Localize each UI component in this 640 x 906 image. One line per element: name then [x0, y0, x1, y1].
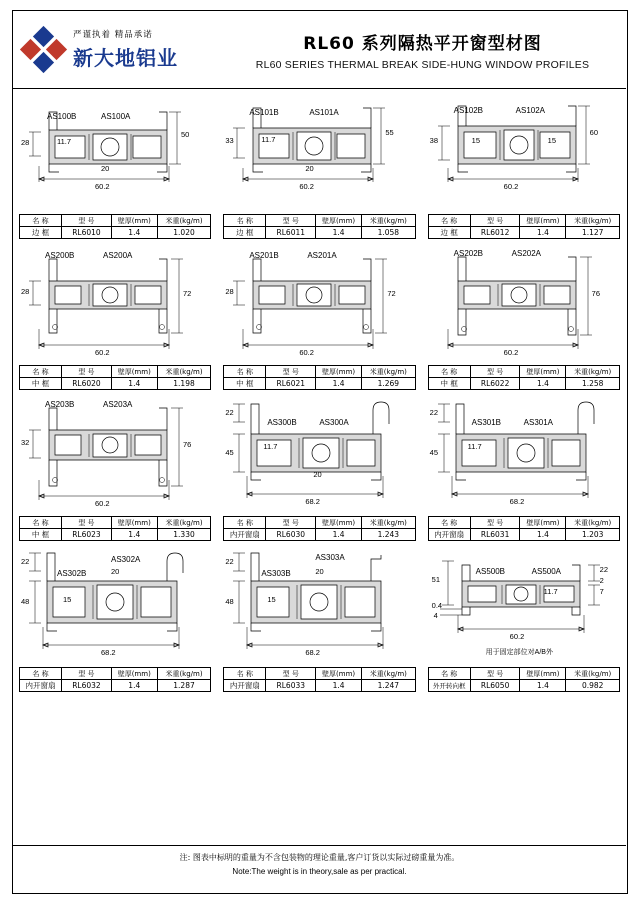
- header-weight: 米重(kg/m): [157, 366, 211, 378]
- dim-20: 20: [313, 470, 322, 479]
- profile-cell-rl6020: [13, 241, 217, 392]
- header-thickness: 壁厚(mm): [316, 215, 362, 227]
- dim-60-2: 60.2: [503, 182, 519, 191]
- table-row: [20, 227, 211, 239]
- header-weight: 米重(kg/m): [362, 668, 416, 680]
- header-name: 名 称: [20, 215, 62, 227]
- page-title: [233, 29, 626, 71]
- cell-weight: 0.982: [566, 680, 620, 692]
- cell-name: 内开窗扇: [224, 529, 266, 541]
- cell-thickness: 1.4: [316, 680, 362, 692]
- dim-60-2: 60.2: [95, 348, 110, 357]
- cell-model: RL6030: [266, 529, 316, 541]
- section-drawing: [223, 396, 423, 526]
- table-row: [224, 529, 415, 541]
- cell-model: RL6023: [62, 529, 112, 541]
- section-drawing: [223, 245, 423, 375]
- dim-22: 22: [429, 408, 438, 417]
- profile-label-1: AS500A: [531, 567, 562, 576]
- company-slogan: 严谨执着 精品承诺: [73, 30, 153, 40]
- dim-22: 22: [599, 565, 608, 574]
- dim-51: 51: [431, 575, 440, 584]
- company-name: 新大地铝业: [73, 46, 178, 70]
- cell-model: RL6010: [62, 227, 112, 239]
- dim-76: 76: [591, 289, 600, 298]
- profile-label-1: AS201A: [307, 251, 337, 260]
- header-name: 名 称: [20, 517, 62, 529]
- header-thickness: 壁厚(mm): [520, 517, 566, 529]
- cell-name: 边 框: [224, 227, 266, 239]
- profile-label-0: AS301B: [471, 418, 502, 427]
- profile-label-0: AS303B: [261, 569, 291, 578]
- cell-model: RL6033: [266, 680, 316, 692]
- header-name: 名 称: [428, 215, 470, 227]
- dim-15: 15: [63, 595, 72, 604]
- header-name: 名 称: [20, 366, 62, 378]
- cell-weight: 1.330: [157, 529, 211, 541]
- cell-thickness: 1.4: [111, 680, 157, 692]
- usage-note: 用于固定部位对A/B外: [485, 649, 553, 656]
- header-weight: 米重(kg/m): [566, 517, 620, 529]
- profile-label-1: AS203A: [103, 400, 133, 409]
- header-model: 型 号: [470, 517, 520, 529]
- table-row: [428, 680, 619, 692]
- profile-label-0: AS202B: [453, 249, 484, 258]
- dim-22: 22: [225, 408, 234, 417]
- dim-60-2: 60.2: [509, 632, 525, 641]
- header-model: 型 号: [266, 215, 316, 227]
- header-thickness: 壁厚(mm): [111, 668, 157, 680]
- table-row: [20, 529, 211, 541]
- header-name: 名 称: [224, 668, 266, 680]
- header-thickness: 壁厚(mm): [316, 668, 362, 680]
- cell-name: 内开窗扇: [224, 680, 266, 692]
- title-english: RL60 SERIES THERMAL BREAK SIDE-HUNG WINDOW PROFILES: [255, 58, 590, 71]
- dim-4: 4: [433, 611, 438, 620]
- dim-72: 72: [183, 289, 192, 298]
- header-name: 名 称: [20, 668, 62, 680]
- dim-28: 28: [21, 138, 30, 147]
- cell-name: 边 框: [20, 227, 62, 239]
- profile-cell-rl6050: [422, 543, 626, 694]
- cell-thickness: 1.4: [520, 378, 566, 390]
- header-weight: 米重(kg/m): [566, 215, 620, 227]
- dim-55: 55: [385, 128, 394, 137]
- cell-thickness: 1.4: [520, 227, 566, 239]
- cell-weight: 1.243: [362, 529, 416, 541]
- header-name: 名 称: [224, 517, 266, 529]
- cell-model: RL6031: [470, 529, 520, 541]
- header-name: 名 称: [428, 668, 470, 680]
- cell-weight: 1.269: [362, 378, 416, 390]
- cell-name: 中 框: [20, 529, 62, 541]
- profile-label-0: AS203B: [45, 400, 75, 409]
- company-logo: [13, 11, 233, 88]
- cell-name: 中 框: [428, 378, 470, 390]
- table-row-header: [224, 215, 415, 227]
- dim-60-2: 60.2: [95, 182, 110, 191]
- cell-weight: 1.058: [362, 227, 416, 239]
- company-text: [73, 28, 178, 71]
- dim-11-7: 11.7: [467, 442, 482, 451]
- dim-28: 28: [21, 287, 30, 296]
- header-weight: 米重(kg/m): [362, 366, 416, 378]
- profile-cell-rl6030: [217, 392, 421, 543]
- header-thickness: 壁厚(mm): [520, 366, 566, 378]
- dim-68-2: 68.2: [305, 497, 320, 506]
- dim-22: 22: [21, 557, 30, 566]
- dim-28: 28: [225, 287, 234, 296]
- header-weight: 米重(kg/m): [362, 215, 416, 227]
- footer-note-chinese: 注: 图表中标明的重量为不含包装物的理论重量,客户订货以实际过磅重量为准。: [179, 853, 460, 862]
- dim-60-2: 60.2: [95, 499, 110, 508]
- profile-label-1: AS202A: [511, 249, 542, 258]
- spec-table-rl6010: [19, 214, 211, 239]
- title-chinese: RL60 系列隔热平开窗型材图: [303, 33, 542, 54]
- header-model: 型 号: [266, 517, 316, 529]
- profile-label-0: AS200B: [45, 251, 75, 260]
- profile-drawing-rl6030: [223, 396, 415, 515]
- dim-15-left: 15: [471, 136, 480, 145]
- footer-note-english: Note:The weight is in theory,sale as per practical.: [232, 867, 407, 876]
- section-drawing: [428, 245, 628, 375]
- cell-thickness: 1.4: [520, 529, 566, 541]
- dim-20: 20: [101, 164, 110, 173]
- dim-33: 33: [225, 136, 234, 145]
- profile-label-1: AS301A: [523, 418, 554, 427]
- dim-48: 48: [225, 597, 234, 606]
- table-row: [224, 680, 415, 692]
- table-row: [224, 378, 415, 390]
- cell-name: 外开转向框: [428, 680, 470, 692]
- table-row: [428, 529, 619, 541]
- cell-weight: 1.258: [566, 378, 620, 390]
- dim-20: 20: [111, 567, 120, 576]
- cell-model: RL6012: [470, 227, 520, 239]
- header-weight: 米重(kg/m): [157, 668, 211, 680]
- profile-label-1: AS101A: [309, 108, 339, 117]
- dim-60-2: 60.2: [503, 348, 519, 357]
- profile-label-0: AS100B: [47, 112, 77, 121]
- profile-drawing-rl6023: [19, 396, 211, 515]
- dim-11-7: 11.7: [543, 587, 558, 596]
- page-footer: [13, 845, 626, 893]
- dim-15: 15: [267, 595, 276, 604]
- profile-cell-rl6022: [422, 241, 626, 392]
- dim-68-2: 68.2: [101, 648, 116, 657]
- profile-cell-rl6021: [217, 241, 421, 392]
- table-row: [428, 227, 619, 239]
- section-drawing: [19, 245, 219, 375]
- dim-76: 76: [183, 440, 192, 449]
- dim-15-right: 15: [547, 136, 556, 145]
- profile-drawing-rl6021: [223, 245, 415, 364]
- profile-label-0: AS201B: [249, 251, 279, 260]
- profile-label-1: AS102A: [515, 106, 546, 115]
- header-model: 型 号: [62, 366, 112, 378]
- table-row-header: [428, 215, 619, 227]
- profile-cell-rl6010: [13, 90, 217, 241]
- profile-drawing-rl6031: [428, 396, 620, 515]
- header-name: 名 称: [428, 517, 470, 529]
- profile-label-1: AS303A: [315, 553, 345, 562]
- cell-name: 中 框: [224, 378, 266, 390]
- cell-weight: 1.127: [566, 227, 620, 239]
- section-drawing: [428, 396, 628, 526]
- profile-label-0: AS500B: [475, 567, 506, 576]
- section-drawing: [19, 94, 219, 202]
- cell-model: RL6050: [470, 680, 520, 692]
- header-weight: 米重(kg/m): [566, 668, 620, 680]
- header-thickness: 壁厚(mm): [316, 517, 362, 529]
- dim-20: 20: [305, 164, 314, 173]
- dim-11-7: 11.7: [57, 137, 72, 146]
- dim-11-7: 11.7: [263, 442, 278, 451]
- dim-7: 7: [599, 587, 604, 596]
- header-name: 名 称: [224, 366, 266, 378]
- profile-label-1: AS300A: [319, 418, 349, 427]
- cell-thickness: 1.4: [316, 227, 362, 239]
- profile-label-0: AS101B: [249, 108, 279, 117]
- cell-model: RL6022: [470, 378, 520, 390]
- profile-label-0: AS300B: [267, 418, 297, 427]
- cell-weight: 1.247: [362, 680, 416, 692]
- table-row: [20, 378, 211, 390]
- spec-table-rl6011: [223, 214, 415, 239]
- profile-label-0: AS302B: [57, 569, 87, 578]
- header-model: 型 号: [470, 215, 520, 227]
- header-thickness: 壁厚(mm): [111, 366, 157, 378]
- table-row: [428, 378, 619, 390]
- dim-38: 38: [429, 136, 438, 145]
- profile-label-1: AS200A: [103, 251, 133, 260]
- header-weight: 米重(kg/m): [157, 517, 211, 529]
- header-weight: 米重(kg/m): [566, 366, 620, 378]
- header-weight: 米重(kg/m): [157, 215, 211, 227]
- dim-48: 48: [21, 597, 30, 606]
- header-model: 型 号: [62, 668, 112, 680]
- dim-50: 50: [181, 130, 190, 139]
- profile-label-1: AS302A: [111, 555, 141, 564]
- profile-drawing-rl6033: [223, 547, 415, 666]
- dim-60-2: 60.2: [299, 348, 314, 357]
- dim-22: 22: [225, 557, 234, 566]
- header-model: 型 号: [266, 366, 316, 378]
- cell-weight: 1.203: [566, 529, 620, 541]
- diamond-logo-icon: [23, 29, 65, 71]
- cell-model: RL6011: [266, 227, 316, 239]
- header-model: 型 号: [470, 668, 520, 680]
- cell-name: 内开窗扇: [20, 680, 62, 692]
- section-drawing: [428, 547, 628, 677]
- header-name: 名 称: [428, 366, 470, 378]
- header-thickness: 壁厚(mm): [520, 215, 566, 227]
- cell-weight: 1.287: [157, 680, 211, 692]
- table-row-header: [20, 215, 211, 227]
- profile-cell-rl6031: [422, 392, 626, 543]
- cell-thickness: 1.4: [520, 680, 566, 692]
- profile-drawing-rl6022: [428, 245, 620, 364]
- dim-72: 72: [387, 289, 396, 298]
- cell-thickness: 1.4: [316, 378, 362, 390]
- spec-table-rl6012: [428, 214, 620, 239]
- cell-name: 边 框: [428, 227, 470, 239]
- header-model: 型 号: [62, 215, 112, 227]
- profile-cell-rl6023: [13, 392, 217, 543]
- cell-model: RL6020: [62, 378, 112, 390]
- page-header: [13, 11, 626, 89]
- cell-thickness: 1.4: [111, 529, 157, 541]
- profile-label-1: AS100A: [101, 112, 131, 121]
- table-row: [20, 680, 211, 692]
- profile-drawing-rl6032: [19, 547, 211, 666]
- profile-label-0: AS102B: [453, 106, 484, 115]
- cell-weight: 1.020: [157, 227, 211, 239]
- header-model: 型 号: [62, 517, 112, 529]
- header-model: 型 号: [266, 668, 316, 680]
- dim-20: 20: [315, 567, 324, 576]
- profile-drawing-rl6012: [428, 94, 620, 213]
- header-thickness: 壁厚(mm): [111, 517, 157, 529]
- header-model: 型 号: [470, 366, 520, 378]
- cell-name: 内开窗扇: [428, 529, 470, 541]
- dim-2: 2: [599, 576, 604, 585]
- cell-thickness: 1.4: [111, 378, 157, 390]
- cell-name: 中 框: [20, 378, 62, 390]
- dim-45: 45: [225, 448, 234, 457]
- cell-thickness: 1.4: [316, 529, 362, 541]
- header-name: 名 称: [224, 215, 266, 227]
- dim-45: 45: [429, 448, 438, 457]
- cell-model: RL6032: [62, 680, 112, 692]
- profile-cell-rl6011: [217, 90, 421, 241]
- header-weight: 米重(kg/m): [362, 517, 416, 529]
- profile-cell-rl6032: [13, 543, 217, 694]
- cell-weight: 1.198: [157, 378, 211, 390]
- profile-grid: [13, 90, 626, 845]
- header-thickness: 壁厚(mm): [111, 215, 157, 227]
- dim-60: 60: [589, 128, 598, 137]
- profile-drawing-rl6020: [19, 245, 211, 364]
- profile-drawing-rl6050: [428, 547, 620, 666]
- profile-cell-rl6033: [217, 543, 421, 694]
- dim-0-4: 0.4: [431, 601, 443, 610]
- dim-68-2: 68.2: [509, 497, 525, 506]
- profile-cell-rl6012: [422, 90, 626, 241]
- profile-drawing-rl6010: [19, 94, 211, 213]
- table-row: [224, 227, 415, 239]
- dim-68-2: 68.2: [305, 648, 320, 657]
- dim-60-2: 60.2: [299, 182, 314, 191]
- cell-thickness: 1.4: [111, 227, 157, 239]
- dim-32: 32: [21, 438, 30, 447]
- dim-11-7: 11.7: [261, 135, 276, 144]
- profile-drawing-rl6011: [223, 94, 415, 213]
- header-thickness: 壁厚(mm): [316, 366, 362, 378]
- cell-model: RL6021: [266, 378, 316, 390]
- header-thickness: 壁厚(mm): [520, 668, 566, 680]
- section-drawing: [19, 396, 219, 526]
